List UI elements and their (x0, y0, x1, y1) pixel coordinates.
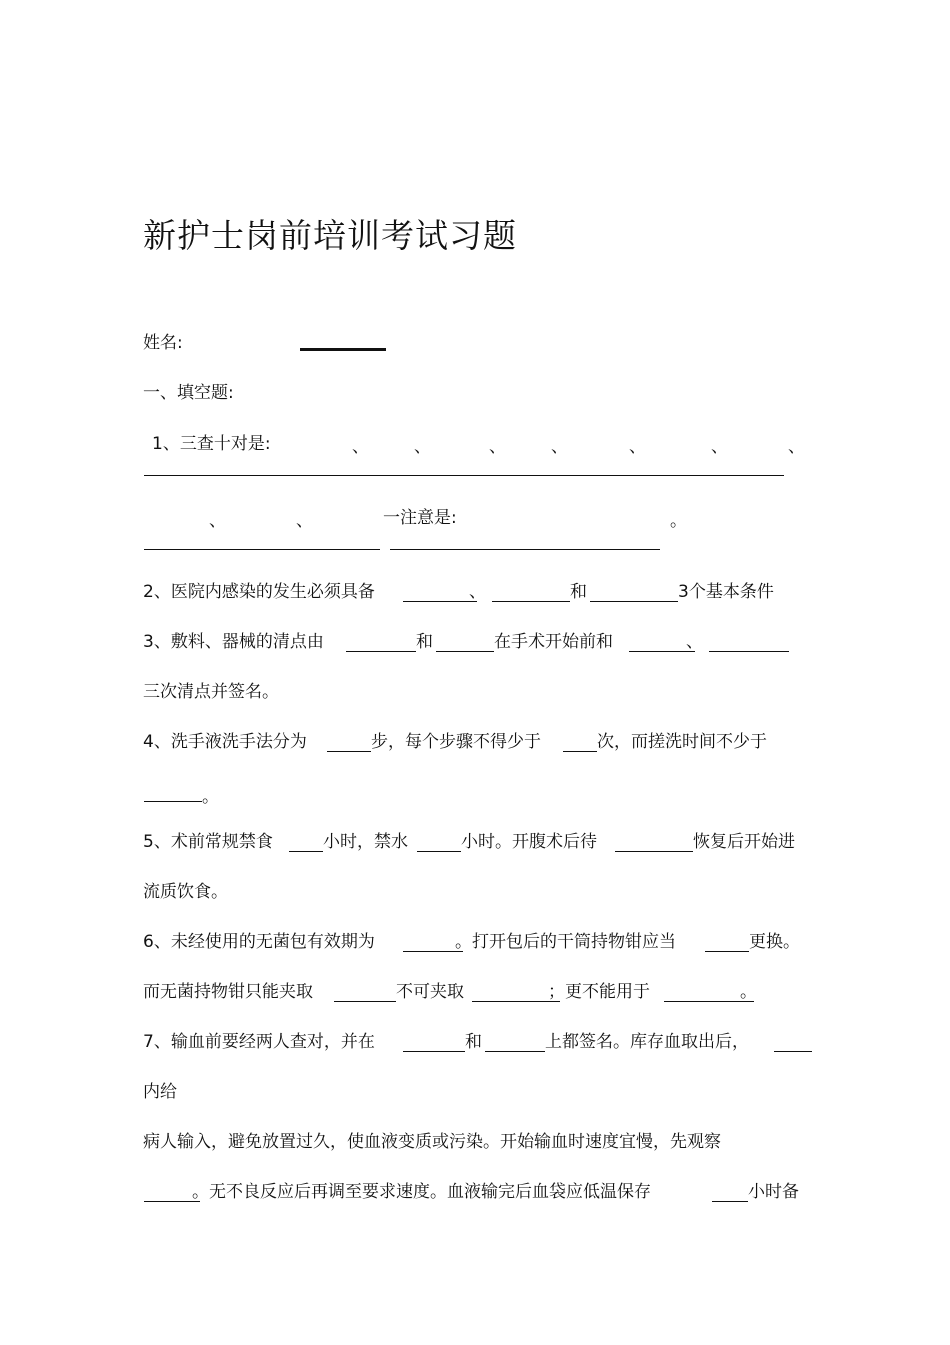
q3-line2: 三次清点并签名。 (143, 682, 279, 702)
q7-prefix: 7、输血前要经两人查对，并在 (143, 1032, 375, 1052)
q4-prefix: 4、洗手液洗手法分为 (143, 732, 307, 752)
q4-steps: 步，每个步骤不得少于 (371, 732, 541, 752)
section-heading-fill-blank: 一、填空题: (143, 383, 234, 403)
q3-blank[interactable] (346, 651, 416, 652)
q4-times: 次，而搓洗时间不少于 (597, 732, 767, 752)
q2-and: 和 (570, 582, 587, 602)
q1-separator: 、 (489, 437, 506, 457)
q4-blank[interactable] (144, 801, 202, 802)
q6-line2c: ；更不能用于 (548, 982, 650, 1002)
q6-tail: 更换。 (749, 932, 800, 952)
q2-separator: 、 (469, 582, 486, 602)
q1-separator: 、 (296, 511, 313, 531)
q7-blank[interactable] (485, 1051, 545, 1052)
q7-blank[interactable] (403, 1051, 465, 1052)
q3-blank[interactable] (436, 651, 494, 652)
q7-blank[interactable] (712, 1201, 748, 1202)
q6-line2d: 。 (740, 982, 757, 1002)
q7-line2: 内给 (143, 1082, 177, 1102)
q5-tail: 恢复后开始进 (693, 832, 795, 852)
q5-line2: 流质饮食。 (143, 882, 228, 902)
q6-blank[interactable] (334, 1001, 396, 1002)
q5-hours1: 小时，禁水 (323, 832, 408, 852)
q3-mid: 在手术开始前和 (494, 632, 613, 652)
q1-separator: 、 (711, 437, 728, 457)
q7-line3: 病人输入，避免放置过久，使血液变质或污染。开始输血时速度宜慢，先观察 (143, 1132, 721, 1152)
q2-blank[interactable] (590, 601, 678, 602)
q5-blank[interactable] (615, 851, 693, 852)
q6-line2b: 不可夹取 (396, 982, 464, 1002)
q1-separator: 、 (551, 437, 568, 457)
q1-answer-line[interactable] (144, 549, 380, 550)
name-label: 姓名: (143, 333, 183, 353)
q1-answer-line[interactable] (144, 475, 784, 476)
q2-prefix: 2、医院内感染的发生必须具备 (143, 582, 375, 602)
name-blank[interactable] (300, 348, 386, 351)
q7-and: 和 (465, 1032, 482, 1052)
q1-middle: 一注意是: (383, 508, 457, 528)
q3-blank[interactable] (709, 651, 789, 652)
q2-blank[interactable] (492, 601, 570, 602)
q4-blank[interactable] (563, 751, 597, 752)
q4-end: 。 (202, 787, 219, 807)
q4-blank[interactable] (327, 751, 371, 752)
q1-answer-line[interactable] (390, 549, 660, 550)
q3-and: 和 (416, 632, 433, 652)
q5-hours2: 小时。开腹术后待 (461, 832, 597, 852)
q1-separator: 、 (352, 437, 369, 457)
q3-separator: 、 (686, 632, 703, 652)
q6-blank[interactable] (705, 951, 749, 952)
q7-mid: 上都签名。库存血取出后， (545, 1032, 749, 1052)
q1-separator: 、 (209, 511, 226, 531)
q1-end: 。 (670, 511, 687, 531)
q1-separator: 、 (629, 437, 646, 457)
q5-prefix: 5、术前常规禁食 (143, 832, 273, 852)
q5-blank[interactable] (417, 851, 461, 852)
q3-prefix: 3、敷料、器械的清点由 (143, 632, 324, 652)
q7-line4b: 小时备 (748, 1182, 799, 1202)
q6-prefix: 6、未经使用的无菌包有效期为 (143, 932, 375, 952)
q6-mid: 。打开包后的干筒持物钳应当 (455, 932, 676, 952)
q1-separator: 、 (414, 437, 431, 457)
q6-blank[interactable] (472, 1001, 560, 1002)
document-title: 新护士岗前培训考试习题 (143, 216, 517, 255)
q7-line4a: 。无不良反应后再调至要求速度。血液输完后血袋应低温保存 (192, 1182, 651, 1202)
q5-blank[interactable] (289, 851, 323, 852)
q6-blank[interactable] (403, 951, 463, 952)
q7-blank[interactable] (774, 1051, 812, 1052)
q1-separator: 、 (788, 437, 805, 457)
q2-suffix: 3个基本条件 (678, 582, 774, 602)
q6-line2a: 而无菌持物钳只能夹取 (143, 982, 313, 1002)
q1-prefix: 1、三查十对是: (152, 434, 271, 454)
q2-blank[interactable] (403, 601, 477, 602)
